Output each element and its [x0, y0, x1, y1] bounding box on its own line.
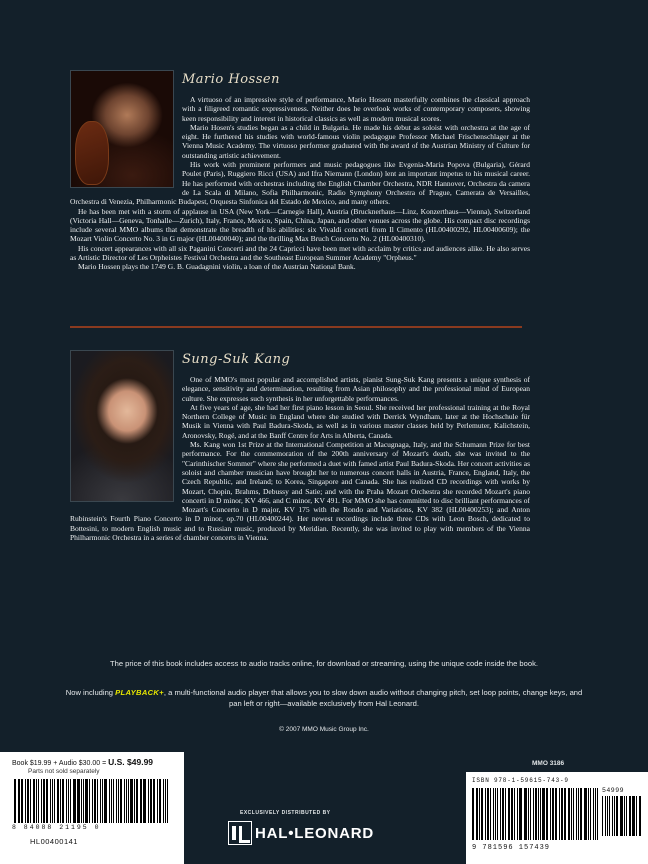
barcode-bar: [580, 788, 582, 840]
barcode-bar: [30, 779, 31, 823]
barcode-bar: [505, 788, 506, 840]
barcode-bar: [555, 788, 558, 840]
barcode-bar: [120, 779, 122, 823]
isbn-box: [466, 772, 648, 864]
barcode-bar: [493, 788, 494, 840]
isbn-addon-barcode: [602, 796, 642, 836]
barcode-bar: [624, 796, 626, 836]
bio-paragraph: Ms. Kang won 1st Prize at the International Competition at Macugnaga, Italy, and the Schumann Prize for best performance. For the commemoration of the 200th anniversary of Mozart's death, she was invited to the "Carinthischer Sommer" where she performed a duet with famed artist Paul Badura-Skoda. Her concert activities as soloist and chamber musician have brought her to numerous concert halls in Austria, France, England, Italy, the Czech Republic, and Ireland; to Korea, Singapore and Canada. She has realized CD recordings with works by Mozart, Chopin, Brahms, Debussy and Satie; and with the Praha Mozart Orchestra she recorded Mozart's piano concerti in D minor, KV 466, and C minor, KV 491. For MMO she has committed to disc brilliant performances of Mozart's Concerto in D major, KV 175 with the Rondo and Variations, KV 382 (HL00400253); and Anton Rubinstein's Fourth Piano Concerto in D minor, op.70 (HL00400244). Her newest recordings include three CDs with Leon Bosch, dedicated to Bottesini, to modern English music and to Russian music, produced by Meridian. Recently, she was invited to play with members of the Vienna Philharmonic Orchestra in a series of chamber concerts in Vienna.: [70, 440, 530, 543]
barcode-bar: [564, 788, 566, 840]
bio-mario-hossen: [70, 70, 530, 272]
upc-digits: 8 84088 21195 0: [12, 824, 101, 831]
barcode-bar: [614, 796, 615, 836]
barcode-bar: [92, 779, 93, 823]
distributor-label: EXCLUSIVELY DISTRIBUTED BY: [240, 810, 331, 816]
barcode-bar: [94, 779, 96, 823]
barcode-bar: [81, 779, 82, 823]
barcode-bar: [25, 779, 26, 823]
barcode-bar: [546, 788, 548, 840]
barcode-bar: [38, 779, 39, 823]
barcode-bar: [36, 779, 38, 823]
barcode-bar: [502, 788, 504, 840]
price-total: U.S. $49.99: [108, 757, 154, 767]
barcode-bar: [616, 796, 618, 836]
barcode-bar: [626, 796, 627, 836]
barcode-bar: [165, 779, 166, 823]
barcode-bar: [568, 788, 570, 840]
barcode-bar: [542, 788, 545, 840]
barcode-bar: [43, 779, 45, 823]
hal-leonard-wordmark: HAL•LEONARD: [255, 824, 375, 842]
barcode-bar: [538, 788, 539, 840]
barcode-bar: [167, 779, 168, 823]
barcode-bar: [552, 788, 554, 840]
bio-name-hossen: Mario Hossen: [182, 72, 280, 87]
barcode-bar: [126, 779, 127, 823]
barcode-bar: [21, 779, 22, 823]
barcode-bar: [476, 788, 478, 840]
audio-access-notice: The price of this book includes access to audio tracks online, for download or streaming, using the unique code inside the book.: [109, 659, 539, 668]
playback-prefix: Now including: [65, 688, 116, 697]
barcode-bar: [57, 779, 59, 823]
barcode-bar: [609, 796, 610, 836]
barcode-bar: [612, 796, 614, 836]
barcode-bar: [111, 779, 112, 823]
barcode-bar: [576, 788, 577, 840]
barcode-bar: [524, 788, 527, 840]
barcode-bar: [571, 788, 573, 840]
barcode-bar: [540, 788, 541, 840]
barcode-bar: [85, 779, 88, 823]
barcode-bar: [485, 788, 486, 840]
bio-paragraph: He has been met with a storm of applause in USA (New York—Carnegie Hall), Austria (Brucknerhaus—Linz, Konzerthaus—Vienna), Switzerland (Victoria Hall—Geneva, Tonhalle—Zurich), Italy, France, Mexico, Spain, China, Japan, and other venues across the globe. His compact disc recordings include several MMO albums that demonstrate the breadth of his abilities: six Vivaldi concerti from Il Cimento (HL00400292, HL00400609); the Mozart Violin Concerto No. 3 in G major (HL00400040); and the thrilling Max Bruch Concerto No. 2 (HL00400310).: [70, 206, 530, 244]
barcode-bar: [595, 788, 596, 840]
barcode-bar: [597, 788, 598, 840]
barcode-bar: [66, 779, 68, 823]
barcode-bar: [602, 796, 603, 836]
barcode-bar: [495, 788, 496, 840]
violin-shape: [75, 121, 109, 185]
price-breakdown: Book $19.99 + Audio $30.00 =: [12, 760, 109, 767]
bio-paragraph: Mario Hosen's studies began as a child in Bulgaria. He made his debut as soloist with orchestra at the age of eight. He furthered his studies with world-famous violin pedagogue Professor Michael Frischenschlager at the Vienna Music Academy. The virtuoso performer graduated with the award of the Austrian Ministry of Culture for outstanding artistic achievement.: [182, 122, 530, 160]
barcode-bar: [130, 779, 133, 823]
barcode-bar: [50, 779, 51, 823]
section-divider: [70, 326, 522, 328]
hal-leonard-logo: [228, 821, 374, 845]
barcode-bar: [588, 788, 589, 840]
barcode-bar: [60, 779, 61, 823]
barcode-bar: [497, 788, 498, 840]
barcode-bar: [533, 788, 534, 840]
barcode-bar: [472, 788, 474, 840]
barcode-bar: [629, 796, 631, 836]
barcode-bar: [143, 779, 144, 823]
copyright: © 2007 MMO Music Group Inc.: [279, 726, 369, 733]
barcode-bar: [490, 788, 491, 840]
bio-paragraph: A virtuoso of an impressive style of performance, Mario Hossen masterfully combines the classical approach with a filigreed romantic expressiveness. Neither does he overlook works of contemporary composers, showing keen responsibility and interest in historical classics as well as modern musical scores.: [182, 95, 530, 123]
barcode-bar: [514, 788, 515, 840]
barcode-bar: [68, 779, 69, 823]
barcode-bar: [528, 788, 529, 840]
playback-notice: [60, 687, 588, 709]
playback-plus-logo: PLAYBACK+: [115, 688, 164, 697]
barcode-bar: [18, 779, 20, 823]
bio-paragraph: His concert appearances with all six Paganini Concerti and the 24 Capricci have been met with acclaim by critics and audiences alike. He also serves as Artistic Director of Les Orpheistes Festival Orchestra and the Southeast European Summer Academy "Orpheus.": [70, 243, 530, 263]
barcode-bar: [124, 779, 125, 823]
barcode-bar: [140, 779, 142, 823]
barcode-bar: [100, 779, 101, 823]
sung-suk-kang-photo: [70, 350, 174, 502]
bio-paragraph: One of MMO's most popular and accomplished artists, pianist Sung-Suk Kang presents a unique synthesis of elegance, sensitivity and determination, resulting from Asian philosophy and the professional mind of European culture. She expresses such synthesis in her unforgettable performances.: [182, 375, 530, 403]
barcode-bar: [97, 779, 99, 823]
barcode-bar: [636, 796, 638, 836]
barcode-bar: [559, 788, 560, 840]
barcode-bar: [517, 788, 518, 840]
barcode-bar: [136, 779, 138, 823]
bio-paragraph: At five years of age, she had her first piano lesson in Seoul. She received her professional training at the Royal Northern College of Music in England where she studied with Derrick Wyndham, later at the Hochschule für Musik in Vienna with Paul Badura-Skoda, as well as in various master classes held by Perlemuter, Kalichstein, Aronovsky, Rogé, and at the Banff Centre for Arts in Alberta, Canada.: [182, 402, 530, 440]
barcode-bar: [52, 779, 54, 823]
barcode-bar: [70, 779, 71, 823]
price-box: [0, 752, 184, 864]
barcode-bar: [33, 779, 35, 823]
barcode-bar: [148, 779, 149, 823]
barcode-bar: [487, 788, 489, 840]
barcode-bar: [511, 788, 513, 840]
mario-hossen-photo: [70, 70, 174, 188]
barcode-bar: [62, 779, 64, 823]
barcode-bar: [590, 788, 592, 840]
isbn-barcode: [472, 788, 600, 840]
barcode-bar: [41, 779, 42, 823]
barcode-bar: [584, 788, 587, 840]
barcode-bar: [104, 779, 107, 823]
barcode-bar: [159, 779, 160, 823]
barcode-bar: [46, 779, 48, 823]
upc-barcode: [14, 779, 170, 823]
barcode-bar: [550, 788, 551, 840]
barcode-bar: [22, 779, 23, 823]
barcode-bar: [163, 779, 164, 823]
barcode-bar: [520, 788, 522, 840]
barcode-bar: [54, 779, 55, 823]
barcode-bar: [128, 779, 129, 823]
barcode-bar: [573, 788, 574, 840]
barcode-bar: [578, 788, 579, 840]
playback-suffix: , a multi-functional audio player that allows you to slow down audio without changing pitch, set loop points, change keys, and pan left or right—available exclusively from Hal Leonard.: [163, 688, 583, 708]
bio-name-kang: Sung-Suk Kang: [182, 352, 291, 367]
barcode-bar: [535, 788, 537, 840]
bio-paragraph: His work with prominent performers and music pedagogues like Evgenia-Maria Popova (Bulgaria), Gérard Poulet (Paris), Ruggiero Ricci (USA) and Ifra Niemann (London) lent an important impetus to his musical career. He has performed with orchestras including the English Chamber Orchestra, NDR Hannover, Orchestra da camera de La Scala di Milano, Sofia Philharmonic, Radio Symphony Orchestra of Prague, Camerata de Versailles, Orchestra di Venezia, Philharmonic Budapest, Orquesta Sinfonica del Estado de Mexico, and many others.: [70, 160, 530, 207]
hal-leonard-mark-icon: [228, 821, 252, 845]
barcode-bar: [116, 779, 117, 823]
mmo-catalog-code: MMO 3186: [532, 760, 565, 767]
barcode-bar: [632, 796, 635, 836]
barcode-bar: [27, 779, 29, 823]
barcode-bar: [118, 779, 119, 823]
barcode-bar: [639, 796, 641, 836]
bio-paragraph: Mario Hossen plays the 1749 G. B. Guadagnini violin, a loan of the Austrian National Bank.: [78, 262, 356, 272]
barcode-bar: [73, 779, 76, 823]
barcode-bar: [500, 788, 502, 840]
isbn-label: ISBN 978-1-59615-743-9: [472, 777, 569, 784]
barcode-bar: [160, 779, 161, 823]
barcode-bar: [157, 779, 158, 823]
barcode-bar: [83, 779, 84, 823]
barcode-bar: [89, 779, 90, 823]
price-note: Parts not sold separately: [28, 768, 100, 775]
barcode-bar: [14, 779, 16, 823]
barcode-bar: [620, 796, 623, 836]
barcode-bar: [519, 788, 520, 840]
barcode-bar: [150, 779, 152, 823]
barcode-bar: [113, 779, 115, 823]
isbn-addon-digits: 54999: [602, 787, 625, 794]
isbn-digits: 9 781596 157439: [472, 844, 551, 852]
bio-sung-suk-kang: [70, 350, 530, 542]
barcode-bar: [605, 796, 606, 836]
barcode-bar: [508, 788, 510, 840]
barcode-bar: [144, 779, 146, 823]
barcode-bar: [561, 788, 563, 840]
barcode-bar: [479, 788, 481, 840]
price-line: [12, 757, 153, 767]
barcode-bar: [607, 796, 608, 836]
barcode-bar: [593, 788, 594, 840]
barcode-bar: [102, 779, 103, 823]
barcode-bar: [530, 788, 531, 840]
barcode-bar: [153, 779, 155, 823]
barcode-bar: [481, 788, 483, 840]
barcode-bar: [134, 779, 135, 823]
barcode-bar: [77, 779, 80, 823]
barcode-bar: [109, 779, 110, 823]
hl-item-code: HL00400141: [30, 837, 78, 846]
